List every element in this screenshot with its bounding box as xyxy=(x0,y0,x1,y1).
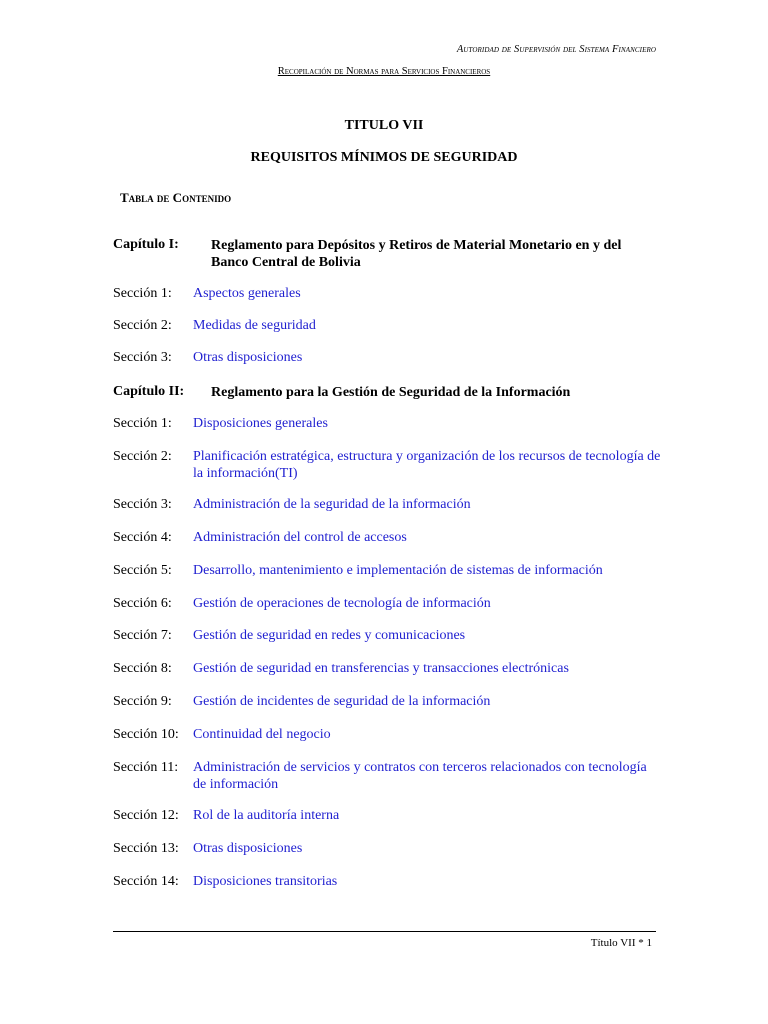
section-label: Sección 10: xyxy=(113,727,179,742)
section-label: Sección 6: xyxy=(113,596,172,611)
section-link[interactable]: Administración de servicios y contratos con terceros relacionados con tecnología de información xyxy=(193,760,647,792)
section-label: Sección 9: xyxy=(113,694,172,709)
section-link[interactable]: Gestión de operaciones de tecnología de información xyxy=(193,596,491,611)
header-compilation: Recopilación de Normas para Servicios Financieros xyxy=(277,66,491,77)
section-link[interactable]: Disposiciones transitorias xyxy=(193,874,338,889)
section-label: Sección 2: xyxy=(113,318,172,333)
section-label: Sección 13: xyxy=(113,841,179,856)
section-link[interactable]: Otras disposiciones xyxy=(193,841,303,856)
section-link[interactable]: Gestión de seguridad en redes y comunicaciones xyxy=(193,628,466,643)
section-label: Sección 3: xyxy=(113,497,172,512)
section-link[interactable]: Medidas de seguridad xyxy=(193,318,316,333)
section-label: Sección 1: xyxy=(113,286,172,301)
section-link[interactable]: Desarrollo, mantenimiento e implementación de sistemas de información xyxy=(193,563,603,578)
page-number: Título VII * 1 xyxy=(590,937,652,949)
chapter-2-title: Reglamento para la Gestión de Seguridad de la Información xyxy=(211,385,571,400)
chapter-1-label: Capítulo I: xyxy=(113,237,179,252)
section-label: Sección 3: xyxy=(113,350,172,365)
toc-heading: Tabla de Contenido xyxy=(120,190,232,205)
section-link[interactable]: Otras disposiciones xyxy=(193,350,303,365)
section-link[interactable]: Rol de la auditoría interna xyxy=(193,808,340,823)
section-label: Sección 8: xyxy=(113,661,172,676)
section-label: Sección 1: xyxy=(113,416,172,431)
document-title: TITULO VII xyxy=(344,118,424,133)
section-label: Sección 4: xyxy=(113,530,172,545)
section-label: Sección 7: xyxy=(113,628,172,643)
section-link[interactable]: Gestión de seguridad en transferencias y transacciones electrónicas xyxy=(193,661,569,676)
section-label: Sección 2: xyxy=(113,449,172,464)
section-label: Sección 12: xyxy=(113,808,179,823)
section-link[interactable]: Continuidad del negocio xyxy=(193,727,331,742)
section-link[interactable]: Administración de la seguridad de la información xyxy=(193,497,471,512)
section-link[interactable]: Administración del control de accesos xyxy=(193,530,407,545)
section-link[interactable]: Disposiciones generales xyxy=(193,416,328,431)
chapter-2-label: Capítulo II: xyxy=(113,384,185,399)
footer-divider xyxy=(113,931,656,932)
section-label: Sección 5: xyxy=(113,563,172,578)
document-subtitle: REQUISITOS MÍNIMOS DE SEGURIDAD xyxy=(250,150,518,165)
section-link[interactable]: Planificación estratégica, estructura y organización de los recursos de tecnología de la información(TI) xyxy=(193,449,661,481)
section-label: Sección 14: xyxy=(113,874,179,889)
header-authority: Autoridad de Supervisión del Sistema Financiero xyxy=(456,44,656,55)
section-label: Sección 11: xyxy=(113,760,179,775)
section-link[interactable]: Aspectos generales xyxy=(193,286,301,301)
chapter-1-title: Reglamento para Depósitos y Retiros de Material Monetario en y del Banco Central de Bolivia xyxy=(211,238,622,270)
section-link[interactable]: Gestión de incidentes de seguridad de la información xyxy=(193,694,491,709)
